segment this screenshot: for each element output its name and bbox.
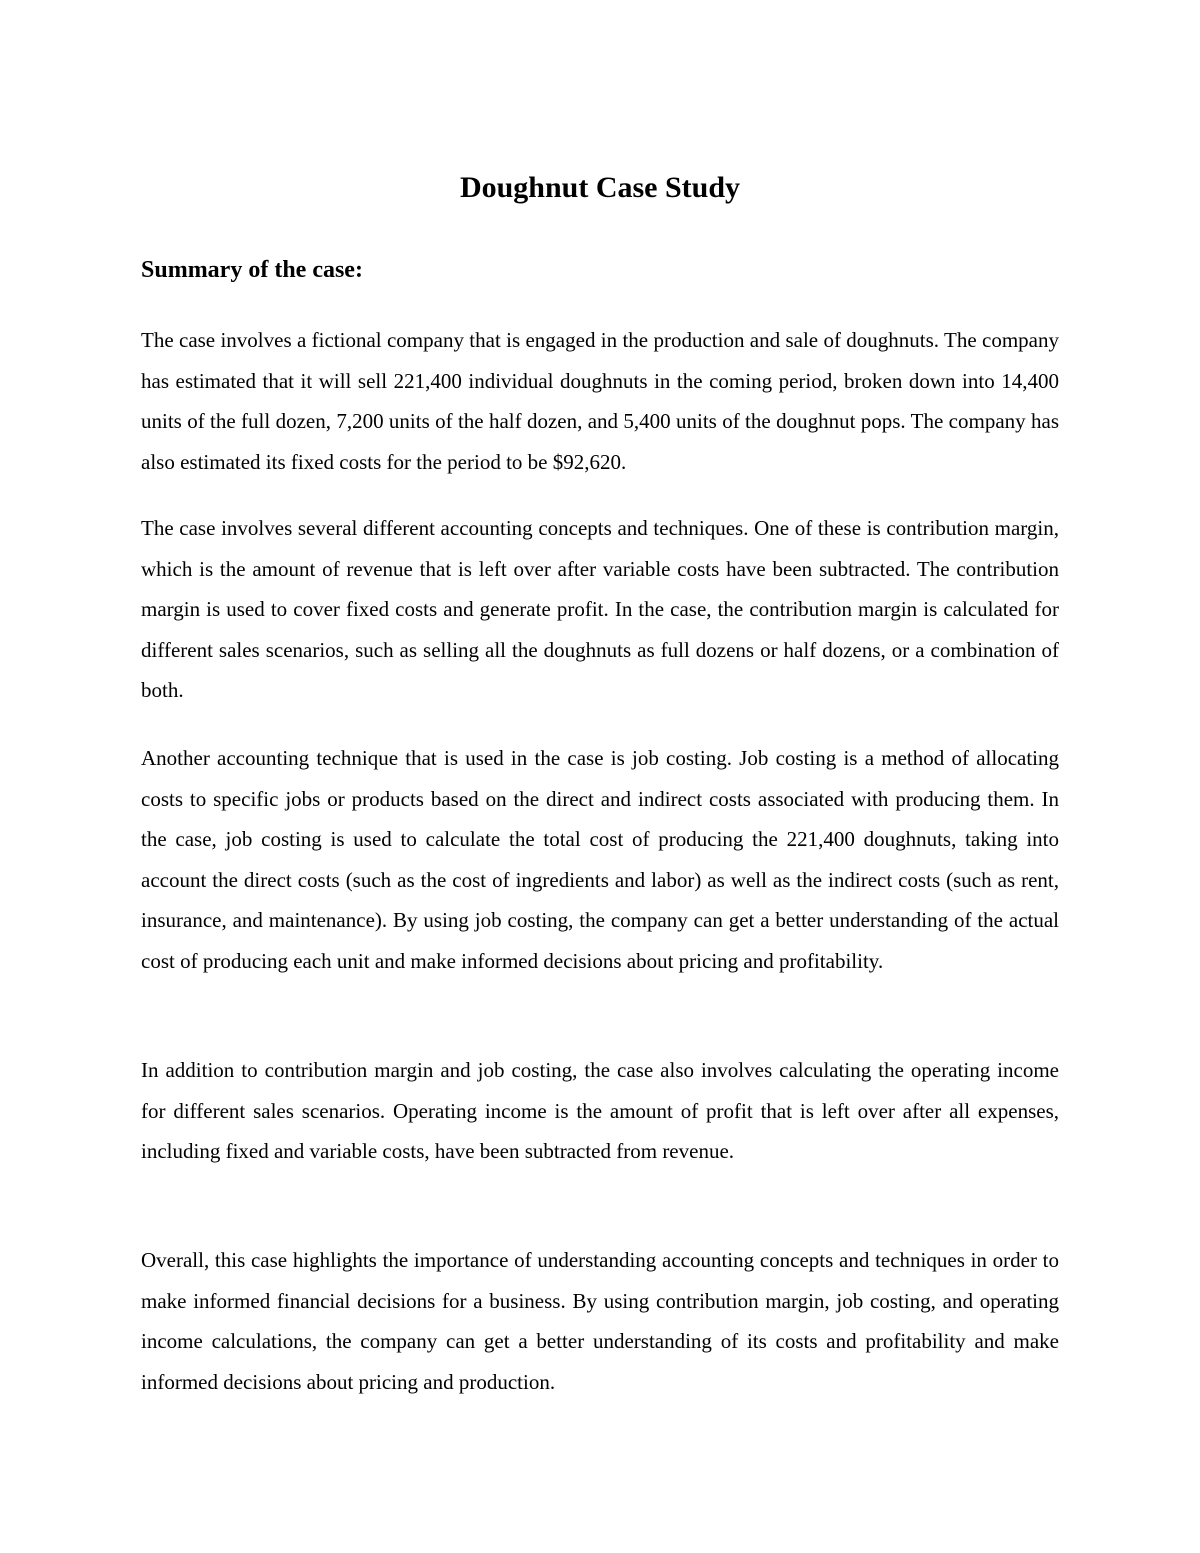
paragraph-job-costing: Another accounting technique that is used in the case is job costing. Job costing is a method of allocating costs to specific jobs or products based on the direct and indirect costs associated with producing them. In the case, job costing is used to calculate the total cost of producing the 221,400 doughnuts, taking into account the direct costs (such as the cost of ingredients and labor) as well as the indirect costs (such as rent, insurance, and maintenance). By using job costing, the company can get a better understanding of the actual cost of producing each unit and make informed decisions about pricing and profitability. — [141, 746, 1059, 973]
section-heading: Summary of the case: — [141, 257, 363, 283]
paragraph-conclusion: Overall, this case highlights the importance of understanding accounting concepts and techniques in order to make informed financial decisions for a business. By using contribution margin, job costing, and operating income calculations, the company can get a better understanding of its costs and profitability and make informed decisions about pricing and production. — [141, 1248, 1059, 1394]
paragraph-operating-income: In addition to contribution margin and job costing, the case also involves calculating the operating income for different sales scenarios. Operating income is the amount of profit that is left over after all expenses, including fixed and variable costs, have been subtracted from revenue. — [141, 1058, 1059, 1163]
paragraph-contribution-margin: The case involves several different accounting concepts and techniques. One of these is contribution margin, which is the amount of revenue that is left over after variable costs have been subtracted. The contribution margin is used to cover fixed costs and generate profit. In the case, the contribution margin is calculated for different sales scenarios, such as selling all the doughnuts as full dozens or half dozens, or a combination of both. — [141, 516, 1059, 702]
paragraph-overview: The case involves a fictional company that is engaged in the production and sale of doughnuts. The company has estimated that it will sell 221,400 individual doughnuts in the coming period, broken down into 14,400 units of the full dozen, 7,200 units of the half dozen, and 5,400 units of the doughnut pops. The company has also estimated its fixed costs for the period to be $92,620. — [141, 328, 1059, 474]
document-title: Doughnut Case Study — [459, 171, 741, 204]
